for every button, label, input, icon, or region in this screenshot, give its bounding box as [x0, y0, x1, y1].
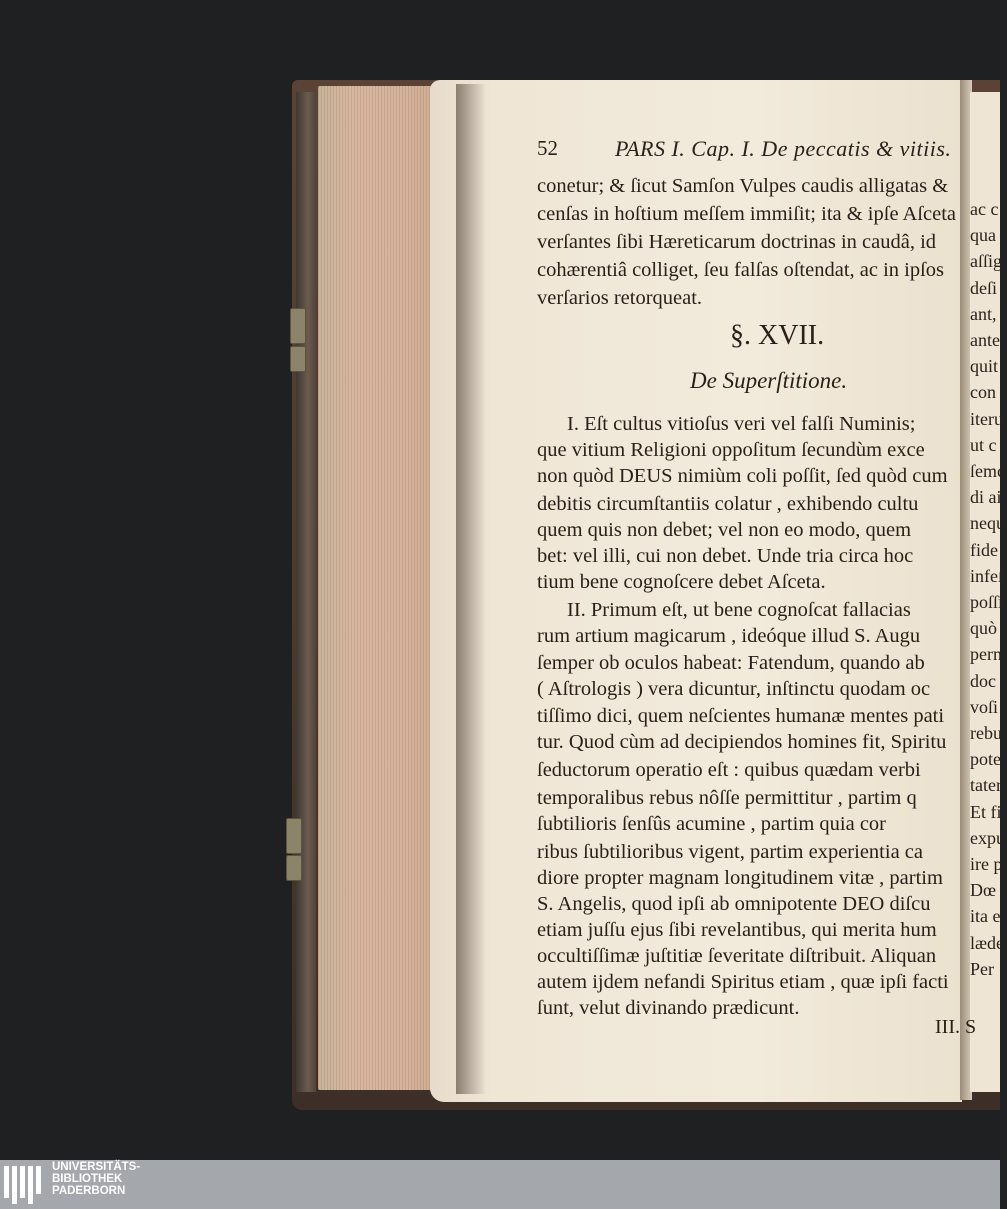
- page-number: 52: [537, 136, 558, 160]
- facing-page-fragment: quò: [970, 618, 997, 638]
- paragraph-line: temporalibus rebus nôſſe permittitur , partim q: [537, 787, 917, 809]
- facing-page-fragment: expu: [970, 828, 1005, 848]
- paragraph-line: ſemper ob oculos habeat: Fatendum, quando ab: [537, 652, 925, 674]
- text-line: cohærentiâ colliget, ſeu falſas oſtendat, ac in ipſos: [537, 259, 945, 281]
- facing-page-fragment: ita e: [970, 906, 1001, 926]
- paragraph-line: S. Angelis, quod ipſi ab omnipotente DEO diſcu: [537, 893, 931, 915]
- paragraph-line: tur. Quod cùm ad decipiendos homines fit, Spiritu: [537, 731, 947, 753]
- facing-page-fragment: læde: [970, 933, 1004, 953]
- paragraph-line: I. Eſt cultus vitioſus veri vel falſi Numinis;: [567, 413, 916, 435]
- facing-page-fragment: rebu: [970, 723, 1002, 743]
- paragraph-line: que vitium Religioni oppoſitum ſecundùm exce: [537, 439, 925, 461]
- library-name: [52, 1161, 202, 1197]
- section-number: §. XVII.: [730, 320, 825, 351]
- text-line: conetur; & ſicut Samſon Vulpes caudis alligatas &: [537, 175, 949, 197]
- facing-page-fragment: Per: [970, 959, 994, 979]
- facing-page-fragment: con: [970, 382, 996, 402]
- paragraph-line: debitis circumſtantiis colatur , exhibendo cultu: [537, 493, 919, 515]
- facing-page-fragment: Et fi: [970, 802, 1002, 822]
- paragraph-line: ( Aſtrologis ) vera dicuntur, inſtinctu quodam oc: [537, 678, 931, 700]
- paragraph-line: ribus ſubtilioribus vigent, partim experientia ca: [537, 841, 923, 863]
- text-line: verſarios retorqueat.: [537, 287, 703, 309]
- paragraph-line: diore propter magnam longitudinem vitæ , partim: [537, 867, 943, 889]
- library-name-line: UNIVERSITÄTS-: [52, 1161, 141, 1173]
- facing-page-fragment: nequ: [970, 513, 1005, 533]
- facing-page-fragment: iteru: [970, 409, 1003, 429]
- paragraph-line: quem quis non debet; vel non eo modo, quem: [537, 519, 912, 541]
- facing-page-fragment: ant,: [970, 304, 997, 324]
- facing-page-fragment: qua: [970, 225, 996, 245]
- facing-page-fragment: pern: [970, 644, 1002, 664]
- library-logo-icon: [4, 1166, 46, 1204]
- paragraph-line: bet: vel illi, cui non debet. Unde tria circa hoc: [537, 545, 914, 567]
- facing-page-fragment: doc: [970, 671, 996, 691]
- facing-page-fragment: deſi: [970, 278, 997, 298]
- paragraph-line: ſunt, velut divinando prædicunt.: [537, 997, 800, 1019]
- facing-page-fragment: ante: [970, 330, 1000, 350]
- facing-page-fragment: ſemc: [970, 461, 1005, 481]
- catchword: III. S: [935, 1016, 977, 1038]
- paragraph-line: tiſſimo dici, quem neſcientes humanæ mentes pati: [537, 705, 945, 727]
- page-text-area: [430, 80, 977, 1102]
- facing-page-fragment: ut c: [970, 435, 997, 455]
- facing-page-fragment: quit: [970, 356, 999, 376]
- library-footer: [0, 1160, 1000, 1209]
- library-name-line: BIBLIOTHEK: [52, 1173, 123, 1185]
- facing-page-fragment: fide: [970, 540, 998, 560]
- paragraph-line: tium bene cognoſcere debet Aſceta.: [537, 571, 826, 593]
- running-header: [537, 136, 967, 166]
- facing-page-fragment: ire p: [970, 854, 1003, 874]
- facing-page-fragment: aſſig: [970, 251, 1002, 271]
- paragraph-line: occultiſſimæ juſtitiæ ſeveritate diſtribuit. Aliquan: [537, 945, 937, 967]
- section-title: De Superſtitione.: [690, 368, 848, 393]
- facing-page-fragment: poſſi: [970, 592, 1004, 612]
- facing-page-fragment: di ai: [970, 487, 1002, 507]
- facing-page-fragment: pote: [970, 749, 1001, 769]
- text-line: cenſas in hoſtium meſſem immiſit; ita & ipſe Aſceta: [537, 203, 957, 225]
- facing-page-fragment: tater: [970, 775, 1002, 795]
- paragraph-line: rum artium magicarum , ideóque illud S. Augu: [537, 625, 921, 647]
- paragraph-line: ſeductorum operatio eſt : quibus quædam verbi: [537, 759, 921, 781]
- paragraph-line: non quòd DEUS nimiùm coli poſſit, ſed quòd cum: [537, 465, 948, 487]
- facing-page-fragment: infeſ: [970, 566, 1003, 586]
- paragraph-line: ſubtilioris ſenſûs acumine , partim quia cor: [537, 813, 886, 835]
- library-name-line: PADERBORN: [52, 1185, 126, 1197]
- paragraph-line: etiam juſſu ejus ſibi revelantibus, qui merita hum: [537, 919, 937, 941]
- paragraph-line: autem ijdem nefandi Spiritus etiam , quæ ipſi facti: [537, 971, 949, 993]
- paragraph-line: II. Primum eſt, ut bene cognoſcat fallacias: [567, 599, 911, 621]
- facing-page-fragment: ac c: [970, 199, 999, 219]
- running-head: PARS I. Cap. I. De peccatis & vitiis.: [615, 136, 952, 161]
- facing-page-fragment: voſi: [970, 697, 999, 717]
- facing-page-fragment: Dœ: [970, 880, 996, 900]
- text-line: verſantes ſibi Hæreticarum doctrinas in caudâ, id: [537, 231, 937, 253]
